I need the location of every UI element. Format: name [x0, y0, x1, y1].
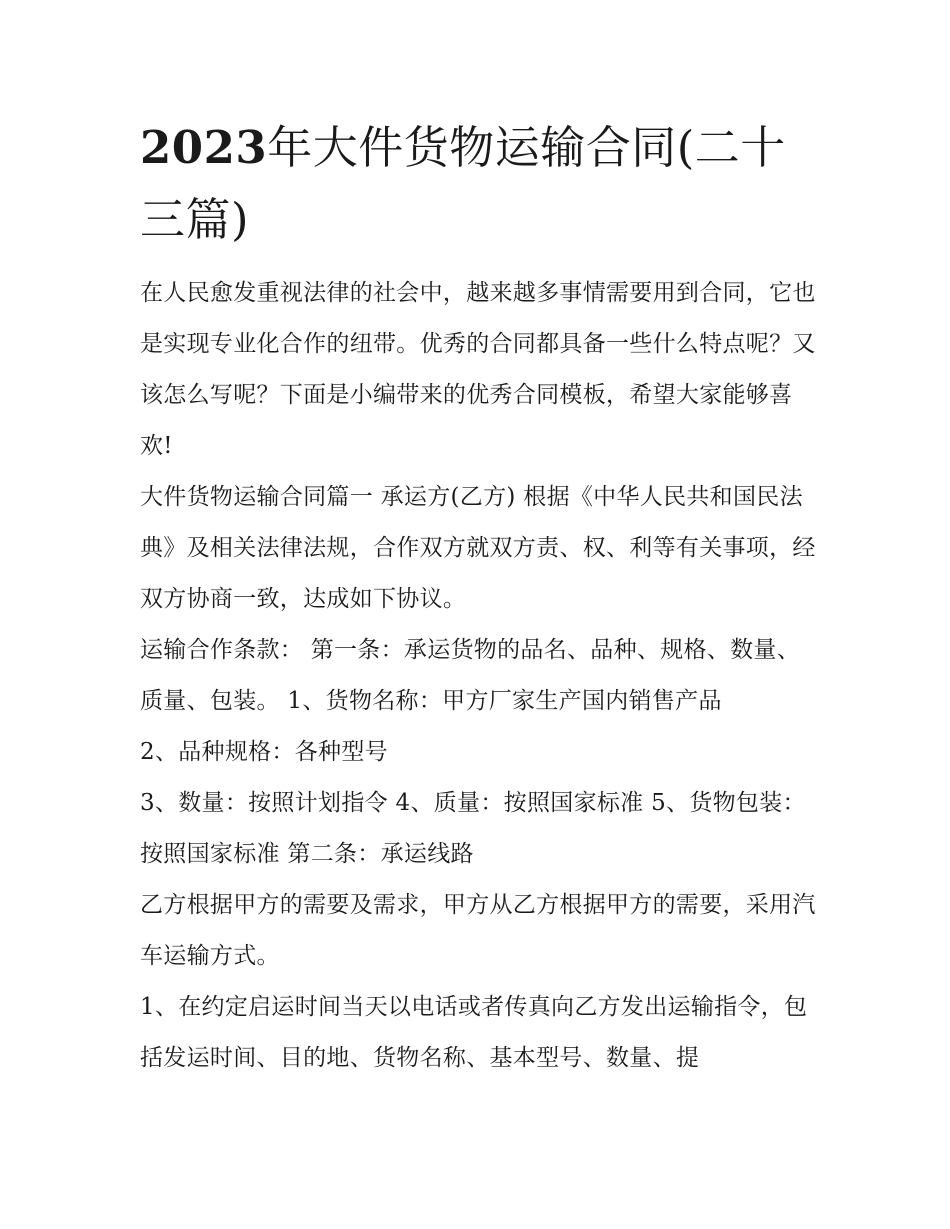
document-title — [140, 112, 820, 256]
title-year: 2023 — [140, 121, 268, 174]
paragraph-transport-mode: 乙方根据甲方的需要及需求，甲方从乙方根据甲方的需要，采用汽车运输方式。 — [140, 892, 816, 969]
paragraph-intro: 在人民愈发重视法律的社会中，越来越多事情需要用到合同，它也是实现专业化合作的纽带。优秀的合同都具备一些什么特点呢？又该怎么写呢？下面是小编带来的优秀合同模板，希望大家能够喜欢! — [140, 280, 816, 459]
paragraph-quantity-quality: 3、数量：按照计划指令 4、质量：按照国家标准 5、货物包装：按照国家标准 第二条：承运线路 — [140, 790, 806, 867]
document-body — [140, 112, 820, 1084]
paragraph-dispatch-instruction: 1、在约定启运时间当天以电话或者传真向乙方发出运输指令，包括发运时间、目的地、货物名称、基本型号、数量、提 — [140, 994, 808, 1071]
paragraph-contract-intro: 大件货物运输合同篇一 承运方(乙方) 根据《中华人民共和国民法典》及相关法律法规，合作双方就双方责、权、利等有关事项，经双方协商一致，达成如下协议。 — [140, 484, 816, 612]
paragraph-spec: 2、品种规格：各种型号 — [140, 739, 388, 765]
title-text: 年大件货物运输合同(二十三篇) — [140, 121, 786, 246]
paragraph-article-one: 运输合作条款： 第一条：承运货物的品名、品种、规格、数量、质量、包装。 1、货物名称：甲方厂家生产国内销售产品 — [140, 637, 801, 714]
